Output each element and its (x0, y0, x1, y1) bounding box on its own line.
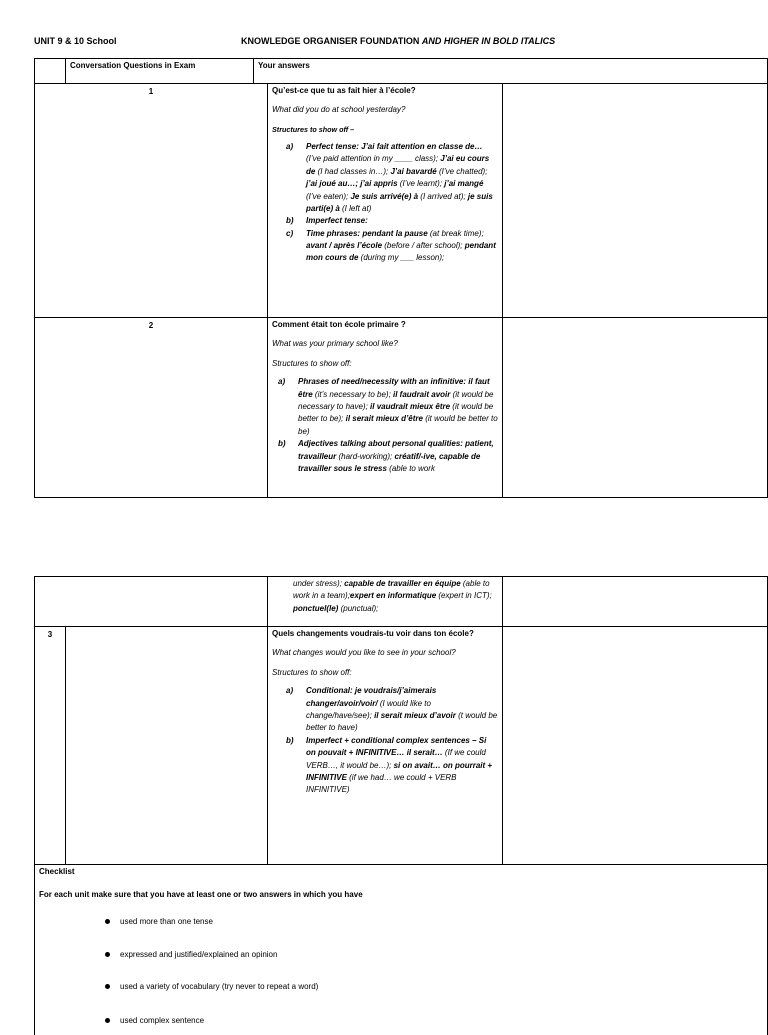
answer-cell[interactable] (503, 577, 768, 627)
structure-item (278, 438, 498, 475)
table-row (35, 84, 768, 318)
unit-title: UNIT 9 & 10 School (34, 36, 117, 46)
bullet-icon (105, 919, 110, 924)
item-marker: c) (286, 228, 294, 238)
checklist-item-text: used a variety of vocabulary (try never to repeat a word) (120, 982, 319, 991)
structure-item (286, 215, 498, 227)
structure-item (286, 141, 498, 215)
checklist-item (105, 916, 213, 928)
question-english: What did you do at school yesterday? (272, 105, 406, 115)
checklist-item-text: expressed and justified/explained an opinion (120, 950, 278, 959)
structures-list (286, 141, 498, 265)
checklist-item-text: used more than one tense (120, 917, 213, 926)
checklist-section (34, 864, 768, 1035)
structure-item (286, 735, 498, 797)
table-row-continued (35, 577, 768, 627)
document-title-italic: AND HIGHER IN BOLD ITALICS (421, 36, 556, 46)
bullet-icon (105, 952, 110, 957)
header-answers: Your answers (254, 59, 768, 84)
item-marker: a) (286, 686, 294, 696)
row-number-blank (35, 577, 268, 627)
checklist-item-text: used complex sentence (120, 1016, 205, 1025)
item-marker: b) (278, 439, 286, 449)
header-questions: Conversation Questions in Exam (66, 59, 254, 84)
structures-list (278, 376, 498, 475)
question-french: Qu’est-ce que tu as fait hier à l’école? (272, 86, 416, 95)
item-marker: a) (286, 141, 294, 151)
item-text: Time phrases: pendant la pause (at break time); avant / après l’école (before / after school); pendant mon cours de (during my ___ lesson); (306, 228, 496, 263)
structures-list (286, 685, 498, 797)
row-spacer-cell (66, 627, 268, 865)
answer-cell[interactable] (503, 627, 768, 865)
question-cell (268, 318, 503, 498)
table-row (35, 318, 768, 498)
question-english: What changes would you like to see in your school? (272, 648, 456, 658)
document-title (241, 35, 555, 49)
question-english: What was your primary school like? (272, 339, 398, 349)
structure-item (278, 376, 498, 438)
question-cell (268, 84, 503, 318)
document-title-main: KNOWLEDGE ORGANISER FOUNDATION (241, 36, 422, 46)
item-text: Imperfect + conditional complex sentences – Si on pouvait + INFINITIVE… il serait… (If we could VERB…, it would be…); si on avait… on pourrait + INFINITIVE (if we had… we could + VERB INFINITIVE) (306, 735, 493, 795)
bullet-icon (105, 1018, 110, 1023)
structures-label: Structures to show off – (272, 124, 355, 134)
structures-label: Structures to show off: (272, 358, 352, 368)
table-header-row (35, 59, 768, 84)
item-text: Adjectives talking about personal qualities: patient, travailleur (hard-working); créatif/-ive, capable de travailler sous le stress (able to work (298, 439, 494, 473)
question-cell (268, 627, 503, 865)
checklist-item (105, 981, 318, 993)
item-marker: b) (286, 216, 294, 226)
structure-item (286, 685, 498, 735)
item-marker: a) (278, 377, 286, 387)
question-cell-continued (268, 577, 503, 627)
checklist-item (105, 949, 277, 961)
item-text: Phrases of need/necessity with an infinitive: il faut être (it’s necessary to be); il faudrait avoir (it would be necessary to have); il vaudrait mieux être (it would be better to be); il serait mieux d’être (it would be better to be) (298, 377, 498, 436)
row-number: 3 (35, 627, 66, 865)
structure-item (286, 228, 498, 265)
item-marker: b) (286, 735, 294, 745)
answer-cell[interactable] (503, 84, 768, 318)
questions-table-2 (34, 576, 768, 865)
checklist-title: Checklist (39, 867, 75, 876)
table-row (35, 627, 768, 865)
row-number: 1 (35, 84, 268, 318)
item-text: Perfect tense: J’ai fait attention en classe de… (I’ve paid attention in my ____ class); J’ai eu cours de (I had classes in…); J’ai bavardé (I’ve chatted); j’ai joué au…; j’ai appris (I’ve learnt); j’ai mangé (I’ve eaten); Je suis arrivé(e) à (I arrived at); je suis parti(e) à (I left at) (306, 141, 493, 213)
item-text: Imperfect tense: (306, 216, 368, 226)
question-french: Quels changements voudrais-tu voir dans ton école? (272, 629, 474, 638)
structures-label: Structures to show off: (272, 667, 352, 677)
question-french: Comment était ton école primaire ? (272, 320, 406, 329)
structures-continuation: under stress); capable de travailler en équipe (able to work in a team);expert en informatique (expert in ICT); ponctuel(le) (punctual); (293, 579, 492, 613)
answer-cell[interactable] (503, 318, 768, 498)
bullet-icon (105, 984, 110, 989)
item-text: Conditional: je voudrais/j’aimerais changer/avoir/voir/ (I would like to change/have/see); il serait mieux d’avoir (t would be better to have) (306, 686, 498, 733)
checklist-item (105, 1015, 204, 1027)
checklist-intro: For each unit make sure that you have at least one or two answers in which you have (39, 890, 363, 899)
header-blank-cell (35, 59, 66, 84)
row-number: 2 (35, 318, 268, 498)
questions-table-1 (34, 58, 768, 498)
